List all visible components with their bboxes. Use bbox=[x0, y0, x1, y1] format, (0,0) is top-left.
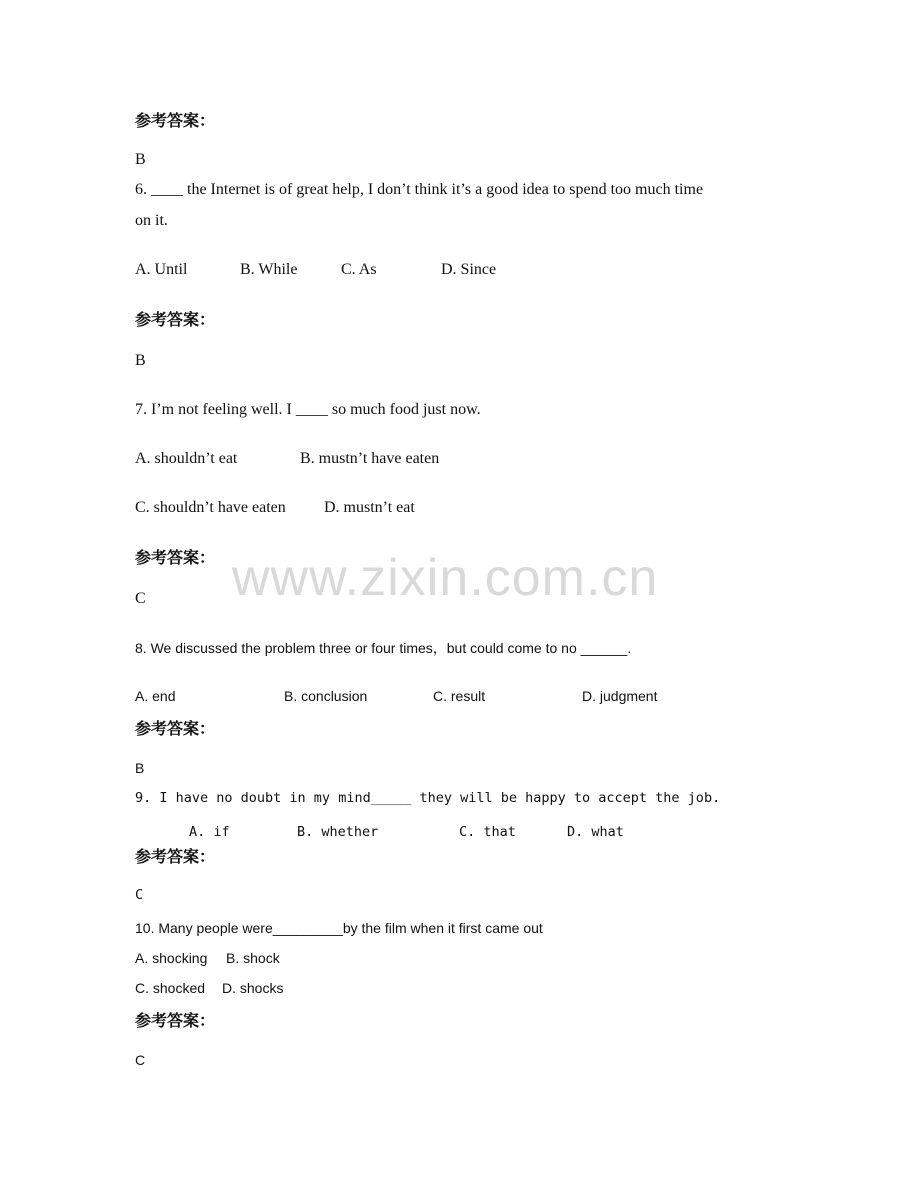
answer-q10: C bbox=[135, 1052, 146, 1068]
q8-option-a: A. end bbox=[135, 688, 176, 704]
answer-q6: B bbox=[135, 352, 146, 369]
q7-option-b: B. mustn’t have eaten bbox=[300, 450, 440, 467]
question-7-options-row2 bbox=[0, 500, 920, 520]
answer-label-q5: 参考答案： bbox=[135, 111, 216, 130]
question-10-stem: 10. Many people were_________by the film when it first came out bbox=[135, 920, 543, 936]
q10-option-b: B. shock bbox=[226, 950, 280, 966]
q8-option-d: D. judgment bbox=[582, 688, 658, 704]
q8-option-c: C. result bbox=[433, 688, 486, 704]
q6-option-a: A. Until bbox=[135, 261, 188, 278]
q6-option-d: D. Since bbox=[441, 261, 497, 278]
q9-option-d: D. what bbox=[567, 824, 624, 840]
q7-option-c: C. shouldn’t have eaten bbox=[135, 499, 286, 516]
question-7-options-row1 bbox=[0, 451, 920, 471]
answer-label-q6: 参考答案： bbox=[135, 310, 216, 329]
q7-option-a: A. shouldn’t eat bbox=[135, 450, 238, 467]
q10-option-d: D. shocks bbox=[222, 980, 284, 996]
q10-option-a: A. shocking bbox=[135, 950, 208, 966]
q10-option-c: C. shocked bbox=[135, 980, 206, 996]
q7-option-d: D. mustn’t eat bbox=[324, 499, 415, 516]
question-6-options bbox=[0, 262, 920, 282]
question-7-stem: 7. I’m not feeling well. I ____ so much food just now. bbox=[135, 401, 481, 418]
answer-label-q7: 参考答案： bbox=[135, 548, 216, 567]
q9-option-c: C. that bbox=[459, 824, 516, 840]
question-6-stem-line2: on it. bbox=[135, 212, 168, 229]
answer-q7: C bbox=[135, 590, 146, 607]
watermark: www.zixin.com.cn bbox=[232, 549, 659, 607]
answer-q5: B bbox=[135, 151, 146, 168]
question-8-stem: 8. We discussed the problem three or four times，but could come to no ______. bbox=[135, 640, 632, 656]
question-10-options-row2 bbox=[0, 981, 920, 999]
answer-label-q8: 参考答案： bbox=[135, 719, 216, 738]
question-6-stem-line1: 6. ____ the Internet is of great help, I don’t think it’s a good idea to spend too much time bbox=[135, 181, 704, 198]
answer-q8: B bbox=[135, 760, 145, 776]
answer-label-q10: 参考答案： bbox=[135, 1011, 216, 1030]
answer-q9: C bbox=[135, 887, 144, 903]
question-10-options-row1 bbox=[0, 951, 920, 969]
q8-option-b: B. conclusion bbox=[284, 688, 368, 704]
question-8-options bbox=[0, 689, 920, 707]
q9-option-b: B. whether bbox=[297, 824, 379, 840]
answer-label-q9: 参考答案： bbox=[135, 847, 216, 866]
question-9-stem: 9. I have no doubt in my mind_____ they will be happy to accept the job. bbox=[135, 790, 721, 806]
q9-option-a: A. if bbox=[189, 824, 230, 840]
q6-option-b: B. While bbox=[240, 261, 298, 278]
question-9-options bbox=[0, 826, 920, 844]
q6-option-c: C. As bbox=[341, 261, 377, 278]
